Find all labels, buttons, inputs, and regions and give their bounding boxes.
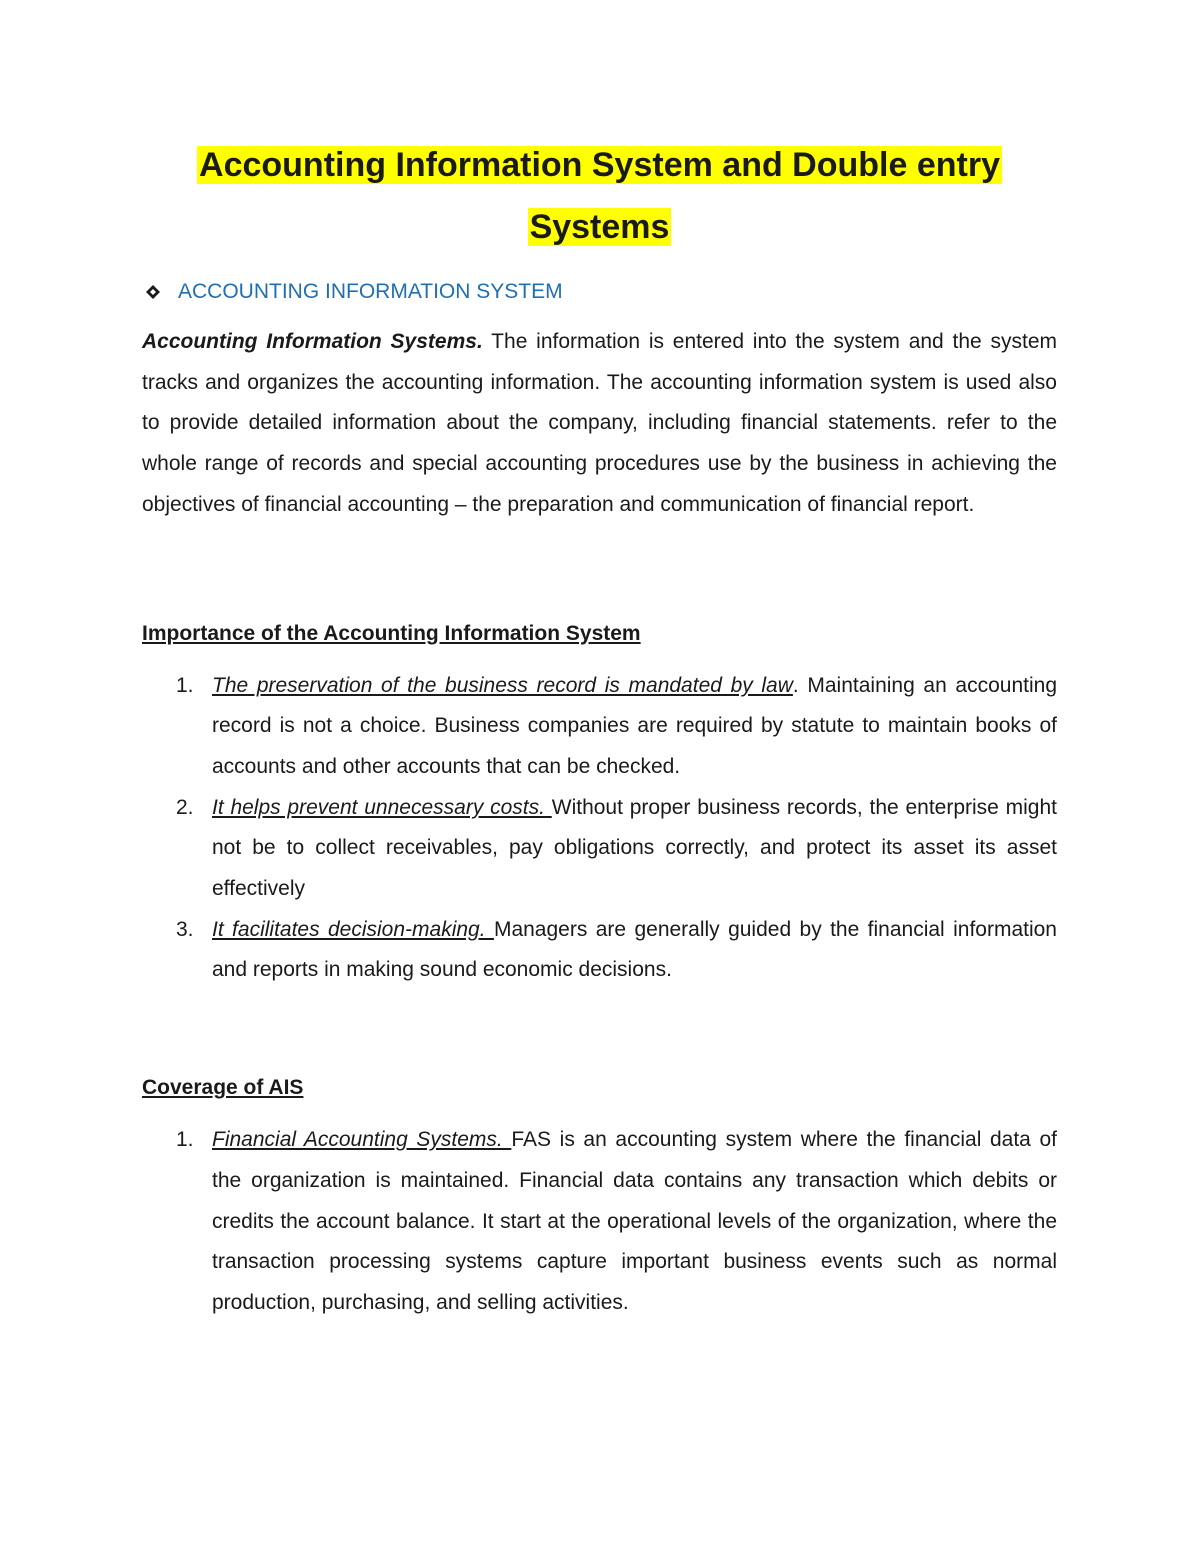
list-item-text: Without proper business records, the enterprise might not be to collect receivables, pay obligations correctly, and protect its asset its asset effectively [212,795,1057,901]
section-heading [142,272,1057,312]
list-item-text: Managers are generally guided by the financial information and reports in making sound economic decisions. [212,917,1057,982]
coverage-list [142,1120,1057,1324]
list-item-text: FAS is an accounting system where the financial data of the organization is maintained. Financial data contains any transaction which debits or credits the account balance. It start at the operational levels of the organization, where the transaction processing systems capture important business events such as normal production, purchasing, and selling activities. [212,1128,1057,1314]
importance-heading: Importance of the Accounting Information System [142,621,641,645]
importance-list [142,666,1057,992]
list-item-text: . Maintaining an accounting record is not a choice. Business companies are required by statute to maintain books of accounts and other accounts that can be checked. [212,673,1057,778]
list-item-number: 1. [176,673,194,697]
list-item [142,666,1057,788]
list-item [142,910,1057,991]
list-item [142,788,1057,910]
document-title [142,134,1057,258]
document-page [142,134,1057,1324]
list-item [142,1120,1057,1324]
list-item-lead: Financial Accounting Systems. [212,1128,512,1152]
list-item-number: 2. [176,795,194,819]
title-line-2: Systems [529,208,670,246]
intro-text: The information is entered into the system and the system tracks and organizes the accounting information. The accounting information system is used also to provide detailed information about the company, including financial statements. refer to the whole range of records and special accounting procedures use by the business in achieving the objectives of financial accounting – the preparation and communication of financial report. [142,330,1058,516]
list-item-lead: It facilitates decision-making. [212,917,494,941]
diamond-bullet-icon [146,285,160,299]
list-item-lead: The preservation of the business record is mandated by law [212,673,793,697]
list-item-number: 1. [176,1128,194,1152]
intro-paragraph [142,322,1057,526]
list-item-lead: It helps prevent unnecessary costs. [212,795,552,819]
title-line-1: Accounting Information System and Double entry [199,146,1000,184]
intro-lead: Accounting Information Systems. [142,330,483,353]
coverage-heading: Coverage of AIS [142,1076,304,1100]
list-item-number: 3. [176,917,194,941]
section-heading-text: ACCOUNTING INFORMATION SYSTEM [178,280,563,303]
